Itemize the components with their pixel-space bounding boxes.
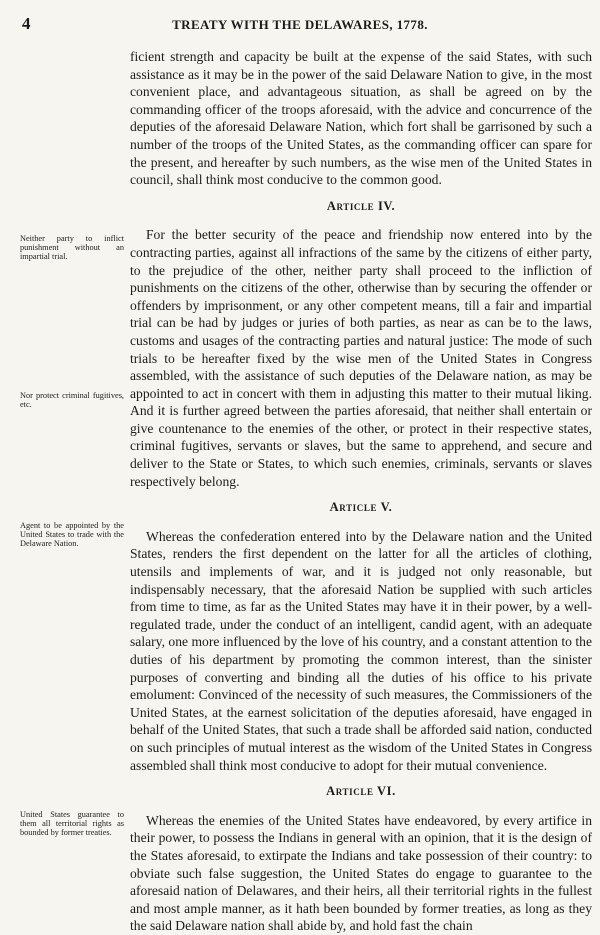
article-iv-heading: Article IV. [326, 198, 396, 213]
article-vi-text: Whereas the enemies of the United States have endeavored, by every artifice in their power, to possess the Indians in general with an opinion, that it is the design of the States aforesaid, to extirpate the Indians and take possession of their country: to obviate such false suggestion, the United States do engage to guarantee to the aforesaid nation of Delawares, and their heirs, all their territorial rights in the fullest and most ample manner, as it hath been bounded by former treaties, as long as they the said Delaware nation shall abide by, and hold fast the chain [130, 812, 592, 934]
article-iv-text: For the better security of the peace and friendship now entered into by the contracting parties, against all infractions of the same by the citizens of either party, to the prejudice of the other, neither party shall proceed to the infliction of punishments on the citizens of the other, otherwise than by securing the offender or offenders by imprisonment, or any other competent means, till a fair and impartial trial can be had by judges or juries of both parties, as near as can be to the laws, customs and usages of the contracting parties and natural justice: The mode of such trials to be hereafter fixed by the wise men of the United States in Congress assembled, with the assistance of such deputies of the Delaware nation, as may be appointed to act in concert with them in adjusting this matter to their mutual liking. And it is further agreed between the parties aforesaid, that neither shall entertain or give countenance to the enemies of the other, or protect in their respective states, criminal fugitives, servants or slaves, but the same to apprehend, and secure and deliver to the State or States, to which such enemies, criminals, servants or slaves respectively belong. [130, 227, 592, 489]
body-text [130, 48, 592, 935]
page-number: 4 [22, 14, 31, 33]
article-v-heading: Article V. [329, 500, 393, 515]
margin-note-impartial-trial: Neither party to inflict punishment without an impartial trial. [20, 234, 124, 261]
margin-note-territorial-rights: United States guarantee to them all territorial rights as bounded by former treaties. [20, 810, 124, 837]
continuation-paragraph: ficient strength and capacity be built at the expense of the said States, with such assistance as it may be in the power of the said Delaware Nation to give, in the most convenient place, and advantageous situation, as shall be agreed on by the commanding officer of the troops aforesaid, with the advice and concurrence of the deputies of the aforesaid Delaware Nation, which fort shall be garrisoned by such a number of the troops of the United States, as the commanding officer can spare for the present, and hereafter by such numbers, as the wise men of the United States in council, shall think most conducive to the common good. [130, 49, 592, 188]
running-head [0, 14, 600, 36]
article-vi-heading: Article VI. [326, 784, 396, 799]
running-title: TREATY WITH THE DELAWARES, 1778. [172, 17, 428, 32]
margin-note-trade-agent: Agent to be appointed by the United States to trade with the Delaware Nation. [20, 521, 124, 548]
article-v-text: Whereas the confederation entered into by the Delaware nation and the United States, renders the first dependent on the latter for all the articles of clothing, utensils and implements of war, and it is judged not only reasonable, but indispensably necessary, that the aforesaid Nation be supplied with such articles from time to time, as far as the United States may have it in their power, by a well-regulated trade, under the conduct of an intelligent, candid agent, with an adequate salary, one more influenced by the love of his country, and a constant attention to the duties of his department by promoting the common interest, than the sinister purposes of converting and binding all the duties of his office to his private emolument: Convinced of the necessity of such measures, the Commissioners of the United States, at the earnest solicitation of the deputies aforesaid, have engaged in behalf of the United States, that such a trade shall be afforded said nation, conducted on such principles of mutual interest as the wisdom of the United States in Congress assembled shall think most conducive to adopt for their mutual convenience. [130, 528, 592, 773]
margin-note-criminal-fugitives: Nor protect criminal fugitives, etc. [20, 391, 124, 409]
